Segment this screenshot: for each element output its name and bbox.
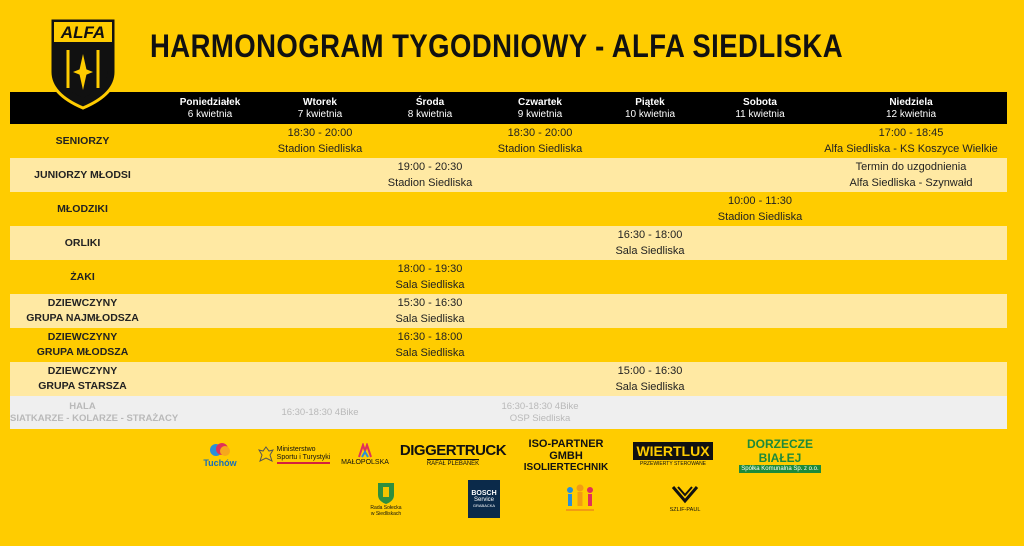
event-time: 10:00 - 11:30 [727, 195, 792, 207]
schedule-cell [595, 362, 705, 396]
day-date: 10 kwietnia [624, 109, 676, 120]
group-label [10, 362, 155, 396]
event-place: Stadion Siedliska [277, 143, 363, 155]
event-time: 16:30-18:30 4Bike [281, 406, 359, 418]
schedule-cell [595, 192, 705, 226]
sponsor-tuchow [200, 438, 240, 472]
event-place: Alfa Siedliska - Szynwałd [849, 177, 973, 189]
schedule-cell [375, 260, 485, 294]
day-date: 9 kwietnia [517, 109, 563, 120]
day-date: 12 kwietnia [885, 109, 937, 120]
schedule-cell [705, 328, 815, 362]
group-label-line: ŻAKI [70, 270, 95, 283]
schedule-cell [485, 226, 595, 260]
day-name: Piątek [635, 97, 665, 108]
event-place: Sala Siedliska [395, 347, 465, 359]
alfa-club-crest [46, 14, 120, 110]
day-name: Środa [415, 97, 445, 108]
group-label-line: GRUPA NAJMŁODSZA [26, 312, 139, 324]
event-time: 15:00 - 16:30 [617, 365, 683, 377]
schedule-cell [265, 260, 375, 294]
schedule-cell [265, 294, 375, 328]
event-time: 17:00 - 18:45 [878, 127, 944, 139]
schedule-cell [815, 260, 1007, 294]
sponsor-subtitle: GRABACKA [472, 503, 496, 508]
schedule-cell [485, 260, 595, 294]
group-label [10, 226, 155, 260]
day-header [485, 92, 595, 124]
malopolska-logo-icon [357, 443, 373, 459]
sponsor-title: DORZECZE BIAŁEJ [747, 437, 813, 465]
header [0, 0, 1024, 92]
sponsor-subtitle: ISOLIERTECHNIK [523, 461, 609, 473]
table-row [10, 362, 1007, 396]
schedule-cell [595, 158, 705, 192]
schedule-cell [155, 396, 265, 429]
schedule-cell [155, 192, 265, 226]
event-time: 16:30 - 18:00 [617, 229, 683, 241]
schedule-cell [485, 192, 595, 226]
schedule-cell [375, 124, 485, 158]
schedule-cell [705, 396, 815, 429]
schedule-cell [595, 124, 705, 158]
event-place: Sala Siedliska [395, 279, 465, 291]
schedule-cell [155, 328, 265, 362]
schedule-cell [485, 294, 595, 328]
schedule-cell [155, 260, 265, 294]
schedule-cell [595, 260, 705, 294]
sponsor-szlif-paul [660, 478, 710, 520]
day-header [265, 92, 375, 124]
sponsor-bosch-service [468, 480, 500, 518]
group-label-line: GRUPA STARSZA [38, 380, 127, 392]
schedule-cell [375, 328, 485, 362]
table-row [10, 396, 1007, 429]
schedule-table [10, 92, 1007, 429]
sponsor-text: SZLIF-PAUL [669, 507, 701, 513]
day-name: Czwartek [518, 97, 562, 108]
sponsor-wiertlux [628, 438, 718, 472]
group-label-line: DZIEWCZYNY [47, 365, 118, 377]
schedule-cell [375, 362, 485, 396]
sponsor-text: Rada Sołecka [370, 505, 402, 511]
day-header [705, 92, 815, 124]
sponsor-title: BOSCH [471, 490, 497, 497]
sponsor-malopolska [340, 438, 390, 472]
day-date: 7 kwietnia [297, 109, 343, 120]
group-label-line: GRUPA MŁODSZA [36, 346, 129, 358]
schedule-cell [265, 362, 375, 396]
schedule-cell [155, 124, 265, 158]
event-time: 18:30 - 20:00 [287, 127, 353, 139]
sponsor-family-logo [560, 478, 600, 520]
group-label-line: MŁODZIKI [57, 202, 108, 215]
event-time: 19:00 - 20:30 [397, 161, 463, 173]
schedule-cell [705, 226, 815, 260]
schedule-cell [485, 396, 595, 429]
day-header [155, 92, 265, 124]
group-label-line: SIATKARZE - KOLARZE - STRAŻACY [10, 412, 179, 424]
schedule-cell [485, 158, 595, 192]
sponsor-diggertruck [400, 438, 506, 472]
schedule-cell [815, 192, 1007, 226]
group-label [10, 158, 155, 192]
schedule-cell [705, 192, 815, 226]
crest-text: ALFA [60, 23, 106, 42]
schedule-cell [815, 362, 1007, 396]
sponsor-title: DIGGERTRUCK [399, 442, 507, 459]
table-row [10, 226, 1007, 260]
day-date: 8 kwietnia [407, 109, 453, 120]
event-place: Alfa Siedliska - KS Koszyce Wielkie [824, 143, 998, 155]
day-header [375, 92, 485, 124]
schedule-cell [155, 158, 265, 192]
schedule-cell [375, 396, 485, 429]
schedule-cell [705, 362, 815, 396]
schedule-cell [595, 294, 705, 328]
event-place: OSP Siedliska [509, 412, 571, 424]
group-label [10, 396, 179, 429]
schedule-cell [705, 294, 815, 328]
group-label-line: DZIEWCZYNY [47, 297, 118, 309]
schedule-cell [265, 158, 375, 192]
table-row [10, 328, 1007, 362]
group-label [10, 328, 155, 362]
sponsor-text: Ministerstwo [276, 446, 316, 453]
day-header [815, 92, 1007, 124]
group-label-line: HALA [69, 400, 96, 412]
day-name: Wtorek [303, 97, 337, 108]
schedule-cell [815, 328, 1007, 362]
group-label-line: SENIORZY [55, 134, 110, 147]
schedule-cell [815, 124, 1007, 158]
event-time: 16:30 - 18:00 [397, 331, 463, 343]
schedule-cell [595, 328, 705, 362]
group-label [10, 260, 155, 294]
sponsor-text: MAŁOPOLSKA [341, 459, 389, 466]
schedule-cell [265, 396, 375, 429]
group-label-line: JUNIORZY MŁODSI [34, 168, 131, 181]
event-place: Sala Siedliska [615, 245, 685, 257]
family-figures-icon [562, 482, 598, 516]
day-name: Niedziela [889, 97, 933, 108]
table-body [10, 124, 1007, 429]
schedule-cell [595, 396, 705, 429]
event-place: Sala Siedliska [615, 381, 685, 393]
sponsor-title: ISO-PARTNER GMBH [528, 437, 604, 462]
group-label [10, 192, 155, 226]
group-label-line: ORLIKI [64, 236, 101, 249]
sponsor-text: PRZEWIERTY STEROWANE [639, 461, 707, 467]
event-time: 16:30-18:30 4Bike [501, 400, 579, 412]
tuchow-logo-icon [208, 442, 232, 458]
schedule-cell [815, 158, 1007, 192]
day-name: Sobota [743, 97, 777, 108]
schedule-cell [265, 328, 375, 362]
event-time: 18:30 - 20:00 [507, 127, 573, 139]
schedule-cell [705, 260, 815, 294]
eagle-emblem-icon [258, 445, 274, 465]
schedule-cell [265, 226, 375, 260]
schedule-cell [155, 294, 265, 328]
schedule-cell [485, 362, 595, 396]
schedule-cell [485, 124, 595, 158]
group-label [10, 294, 155, 328]
sponsor-iso-partner [514, 438, 618, 472]
sponsor-dorzecze [730, 438, 830, 472]
event-time: 15:30 - 16:30 [397, 297, 463, 309]
sponsor-title: WIERTLUX [636, 443, 710, 459]
schedule-cell [705, 158, 815, 192]
sponsor-ministerstwo [256, 438, 332, 472]
event-time: 18:00 - 19:30 [397, 263, 463, 275]
schedule-cell [815, 226, 1007, 260]
schedule-cell [375, 294, 485, 328]
szlif-paul-logo-icon [670, 484, 700, 506]
schedule-cell [705, 124, 815, 158]
schedule-cell [595, 226, 705, 260]
table-row [10, 124, 1007, 158]
schedule-cell [485, 328, 595, 362]
sponsors-area [150, 432, 850, 542]
event-time: Termin do uzgodnienia [855, 161, 967, 173]
sponsor-text: Tuchów [203, 458, 237, 468]
schedule-cell [155, 362, 265, 396]
day-name: Poniedziałek [179, 97, 241, 108]
schedule-cell [815, 396, 1007, 429]
event-place: Stadion Siedliska [717, 211, 803, 223]
sponsor-text: w Siedliskach [370, 511, 402, 517]
event-place: Stadion Siedliska [387, 177, 473, 189]
sponsor-text: Sportu i Turystyki [277, 454, 331, 464]
table-row [10, 294, 1007, 328]
day-date: 6 kwietnia [187, 109, 233, 120]
schedule-cell [155, 226, 265, 260]
group-label [10, 124, 155, 158]
table-row [10, 260, 1007, 294]
sponsor-text: Spółka Komunalna Sp. z o.o. [741, 466, 819, 472]
table-row [10, 192, 1007, 226]
group-label-line: DZIEWCZYNY [47, 331, 118, 343]
schedule-cell [375, 158, 485, 192]
schedule-cell [265, 192, 375, 226]
sponsor-rada-solecka [358, 478, 414, 520]
day-header [595, 92, 705, 124]
sponsor-subtitle: Service [473, 497, 494, 503]
page-title: HARMONOGRAM TYGODNIOWY - ALFA SIEDLISKA [150, 28, 844, 64]
schedule-cell [375, 226, 485, 260]
table-header [10, 92, 1007, 124]
coat-of-arms-icon [376, 481, 396, 505]
day-date: 11 kwietnia [735, 109, 785, 120]
schedule-cell [815, 294, 1007, 328]
event-place: Sala Siedliska [395, 313, 465, 325]
schedule-cell [265, 124, 375, 158]
table-row [10, 158, 1007, 192]
event-place: Stadion Siedliska [497, 143, 583, 155]
schedule-cell [375, 192, 485, 226]
sponsor-text: RAFAŁ PLEBANEK [426, 461, 480, 467]
